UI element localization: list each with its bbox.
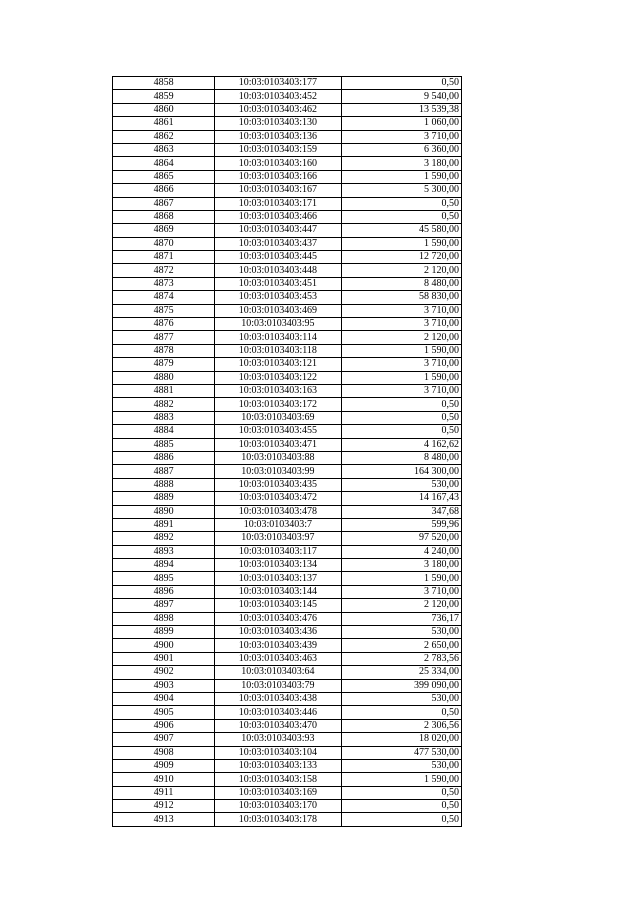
cadastral-number-cell: 10:03:0103403:133 (215, 759, 341, 772)
table-row (113, 117, 462, 130)
row-number-cell: 4897 (113, 599, 215, 612)
cadastral-number-cell: 10:03:0103403:436 (215, 626, 341, 639)
value-cell: 2 306,56 (341, 719, 461, 732)
value-cell: 2 783,56 (341, 652, 461, 665)
row-number-cell: 4887 (113, 465, 215, 478)
table-row (113, 773, 462, 786)
row-number-cell: 4885 (113, 438, 215, 451)
value-cell: 2 120,00 (341, 264, 461, 277)
cadastral-number-cell: 10:03:0103403:448 (215, 264, 341, 277)
table-row (113, 733, 462, 746)
row-number-cell: 4889 (113, 492, 215, 505)
value-cell: 5 300,00 (341, 184, 461, 197)
table-body (113, 77, 462, 827)
row-number-cell: 4888 (113, 478, 215, 491)
table-row (113, 612, 462, 625)
table-row (113, 371, 462, 384)
cadastral-number-cell: 10:03:0103403:121 (215, 358, 341, 371)
cadastral-number-cell: 10:03:0103403:69 (215, 411, 341, 424)
value-cell: 3 710,00 (341, 358, 461, 371)
row-number-cell: 4886 (113, 451, 215, 464)
value-cell: 1 590,00 (341, 572, 461, 585)
cadastral-number-cell: 10:03:0103403:469 (215, 304, 341, 317)
row-number-cell: 4911 (113, 786, 215, 799)
value-cell: 97 520,00 (341, 532, 461, 545)
row-number-cell: 4872 (113, 264, 215, 277)
cadastral-number-cell: 10:03:0103403:447 (215, 224, 341, 237)
table-row (113, 224, 462, 237)
value-cell: 1 590,00 (341, 237, 461, 250)
table-row (113, 478, 462, 491)
cadastral-number-cell: 10:03:0103403:95 (215, 318, 341, 331)
table-row (113, 532, 462, 545)
row-number-cell: 4894 (113, 559, 215, 572)
table-row (113, 518, 462, 531)
row-number-cell: 4910 (113, 773, 215, 786)
table-row (113, 237, 462, 250)
table-row (113, 197, 462, 210)
table-row (113, 639, 462, 652)
cadastral-number-cell: 10:03:0103403:163 (215, 384, 341, 397)
table-row (113, 184, 462, 197)
row-number-cell: 4862 (113, 130, 215, 143)
row-number-cell: 4865 (113, 170, 215, 183)
cadastral-number-cell: 10:03:0103403:472 (215, 492, 341, 505)
value-cell: 736,17 (341, 612, 461, 625)
table-row (113, 505, 462, 518)
cadastral-number-cell: 10:03:0103403:462 (215, 103, 341, 116)
value-cell: 2 650,00 (341, 639, 461, 652)
cadastral-value-table (112, 76, 462, 827)
value-cell: 0,50 (341, 197, 461, 210)
cadastral-number-cell: 10:03:0103403:159 (215, 143, 341, 156)
row-number-cell: 4912 (113, 800, 215, 813)
cadastral-number-cell: 10:03:0103403:435 (215, 478, 341, 491)
cadastral-number-cell: 10:03:0103403:64 (215, 666, 341, 679)
cadastral-number-cell: 10:03:0103403:7 (215, 518, 341, 531)
table-row (113, 666, 462, 679)
table-row (113, 157, 462, 170)
row-number-cell: 4883 (113, 411, 215, 424)
cadastral-number-cell: 10:03:0103403:104 (215, 746, 341, 759)
value-cell: 2 120,00 (341, 599, 461, 612)
row-number-cell: 4901 (113, 652, 215, 665)
cadastral-number-cell: 10:03:0103403:471 (215, 438, 341, 451)
cadastral-number-cell: 10:03:0103403:79 (215, 679, 341, 692)
cadastral-number-cell: 10:03:0103403:88 (215, 451, 341, 464)
row-number-cell: 4867 (113, 197, 215, 210)
value-cell: 1 590,00 (341, 371, 461, 384)
table-row (113, 692, 462, 705)
row-number-cell: 4898 (113, 612, 215, 625)
table-row (113, 251, 462, 264)
value-cell: 0,50 (341, 813, 461, 826)
table-row (113, 451, 462, 464)
table-row (113, 800, 462, 813)
value-cell: 1 590,00 (341, 344, 461, 357)
value-cell: 0,50 (341, 77, 461, 90)
cadastral-number-cell: 10:03:0103403:144 (215, 585, 341, 598)
value-cell: 9 540,00 (341, 90, 461, 103)
row-number-cell: 4859 (113, 90, 215, 103)
value-cell: 0,50 (341, 411, 461, 424)
row-number-cell: 4905 (113, 706, 215, 719)
cadastral-number-cell: 10:03:0103403:478 (215, 505, 341, 518)
value-cell: 3 710,00 (341, 130, 461, 143)
row-number-cell: 4861 (113, 117, 215, 130)
value-cell: 477 530,00 (341, 746, 461, 759)
value-cell: 0,50 (341, 706, 461, 719)
row-number-cell: 4908 (113, 746, 215, 759)
table-row (113, 545, 462, 558)
table-row (113, 130, 462, 143)
table-row (113, 398, 462, 411)
cadastral-number-cell: 10:03:0103403:169 (215, 786, 341, 799)
row-number-cell: 4906 (113, 719, 215, 732)
value-cell: 14 167,43 (341, 492, 461, 505)
row-number-cell: 4890 (113, 505, 215, 518)
value-cell: 0,50 (341, 425, 461, 438)
value-cell: 1 590,00 (341, 170, 461, 183)
row-number-cell: 4868 (113, 210, 215, 223)
value-cell: 530,00 (341, 626, 461, 639)
value-cell: 3 710,00 (341, 318, 461, 331)
value-cell: 4 240,00 (341, 545, 461, 558)
table-row (113, 90, 462, 103)
cadastral-number-cell: 10:03:0103403:134 (215, 559, 341, 572)
value-cell: 12 720,00 (341, 251, 461, 264)
row-number-cell: 4863 (113, 143, 215, 156)
value-cell: 6 360,00 (341, 143, 461, 156)
cadastral-number-cell: 10:03:0103403:117 (215, 545, 341, 558)
row-number-cell: 4904 (113, 692, 215, 705)
row-number-cell: 4858 (113, 77, 215, 90)
row-number-cell: 4900 (113, 639, 215, 652)
cadastral-number-cell: 10:03:0103403:170 (215, 800, 341, 813)
row-number-cell: 4878 (113, 344, 215, 357)
value-cell: 0,50 (341, 800, 461, 813)
value-cell: 8 480,00 (341, 277, 461, 290)
table-row (113, 813, 462, 826)
table-row (113, 411, 462, 424)
cadastral-number-cell: 10:03:0103403:438 (215, 692, 341, 705)
row-number-cell: 4873 (113, 277, 215, 290)
table-row (113, 679, 462, 692)
cadastral-number-cell: 10:03:0103403:476 (215, 612, 341, 625)
table-row (113, 746, 462, 759)
row-number-cell: 4870 (113, 237, 215, 250)
cadastral-number-cell: 10:03:0103403:93 (215, 733, 341, 746)
table-row (113, 170, 462, 183)
cadastral-number-cell: 10:03:0103403:130 (215, 117, 341, 130)
table-row (113, 210, 462, 223)
value-cell: 18 020,00 (341, 733, 461, 746)
cadastral-number-cell: 10:03:0103403:451 (215, 277, 341, 290)
row-number-cell: 4864 (113, 157, 215, 170)
row-number-cell: 4896 (113, 585, 215, 598)
value-cell: 3 710,00 (341, 585, 461, 598)
table-row (113, 786, 462, 799)
table-row (113, 719, 462, 732)
value-cell: 399 090,00 (341, 679, 461, 692)
value-cell: 599,96 (341, 518, 461, 531)
row-number-cell: 4899 (113, 626, 215, 639)
value-cell: 347,68 (341, 505, 461, 518)
cadastral-number-cell: 10:03:0103403:437 (215, 237, 341, 250)
row-number-cell: 4874 (113, 291, 215, 304)
table-row (113, 706, 462, 719)
cadastral-number-cell: 10:03:0103403:97 (215, 532, 341, 545)
value-cell: 1 590,00 (341, 773, 461, 786)
row-number-cell: 4913 (113, 813, 215, 826)
row-number-cell: 4892 (113, 532, 215, 545)
table-row (113, 492, 462, 505)
cadastral-number-cell: 10:03:0103403:177 (215, 77, 341, 90)
cadastral-number-cell: 10:03:0103403:160 (215, 157, 341, 170)
row-number-cell: 4879 (113, 358, 215, 371)
table-row (113, 291, 462, 304)
cadastral-number-cell: 10:03:0103403:137 (215, 572, 341, 585)
value-cell: 0,50 (341, 786, 461, 799)
value-cell: 8 480,00 (341, 451, 461, 464)
value-cell: 530,00 (341, 759, 461, 772)
cadastral-number-cell: 10:03:0103403:118 (215, 344, 341, 357)
cadastral-number-cell: 10:03:0103403:171 (215, 197, 341, 210)
cadastral-number-cell: 10:03:0103403:466 (215, 210, 341, 223)
cadastral-number-cell: 10:03:0103403:178 (215, 813, 341, 826)
cadastral-number-cell: 10:03:0103403:453 (215, 291, 341, 304)
row-number-cell: 4871 (113, 251, 215, 264)
row-number-cell: 4875 (113, 304, 215, 317)
table-row (113, 585, 462, 598)
cadastral-number-cell: 10:03:0103403:166 (215, 170, 341, 183)
table-row (113, 331, 462, 344)
cadastral-number-cell: 10:03:0103403:445 (215, 251, 341, 264)
value-cell: 3 710,00 (341, 304, 461, 317)
cadastral-number-cell: 10:03:0103403:172 (215, 398, 341, 411)
row-number-cell: 4893 (113, 545, 215, 558)
value-cell: 3 710,00 (341, 384, 461, 397)
table-row (113, 652, 462, 665)
cadastral-number-cell: 10:03:0103403:158 (215, 773, 341, 786)
cadastral-number-cell: 10:03:0103403:122 (215, 371, 341, 384)
value-cell: 164 300,00 (341, 465, 461, 478)
row-number-cell: 4909 (113, 759, 215, 772)
table-row (113, 384, 462, 397)
row-number-cell: 4880 (113, 371, 215, 384)
row-number-cell: 4866 (113, 184, 215, 197)
value-cell: 2 120,00 (341, 331, 461, 344)
table-row (113, 599, 462, 612)
table-row (113, 103, 462, 116)
value-cell: 530,00 (341, 692, 461, 705)
value-cell: 4 162,62 (341, 438, 461, 451)
cadastral-number-cell: 10:03:0103403:452 (215, 90, 341, 103)
table-row (113, 264, 462, 277)
cadastral-number-cell: 10:03:0103403:470 (215, 719, 341, 732)
table-row (113, 572, 462, 585)
value-cell: 3 180,00 (341, 157, 461, 170)
cadastral-number-cell: 10:03:0103403:463 (215, 652, 341, 665)
value-cell: 25 334,00 (341, 666, 461, 679)
row-number-cell: 4902 (113, 666, 215, 679)
table-row (113, 344, 462, 357)
cadastral-number-cell: 10:03:0103403:136 (215, 130, 341, 143)
value-cell: 530,00 (341, 478, 461, 491)
table-row (113, 277, 462, 290)
value-cell: 45 580,00 (341, 224, 461, 237)
table-row (113, 318, 462, 331)
table-row (113, 143, 462, 156)
row-number-cell: 4876 (113, 318, 215, 331)
value-cell: 1 060,00 (341, 117, 461, 130)
row-number-cell: 4881 (113, 384, 215, 397)
table-row (113, 77, 462, 90)
table-row (113, 626, 462, 639)
table-row (113, 438, 462, 451)
cadastral-number-cell: 10:03:0103403:455 (215, 425, 341, 438)
cadastral-number-cell: 10:03:0103403:114 (215, 331, 341, 344)
cadastral-number-cell: 10:03:0103403:439 (215, 639, 341, 652)
table-row (113, 425, 462, 438)
row-number-cell: 4877 (113, 331, 215, 344)
table-row (113, 304, 462, 317)
cadastral-number-cell: 10:03:0103403:99 (215, 465, 341, 478)
row-number-cell: 4884 (113, 425, 215, 438)
table-row (113, 465, 462, 478)
cadastral-number-cell: 10:03:0103403:446 (215, 706, 341, 719)
row-number-cell: 4907 (113, 733, 215, 746)
row-number-cell: 4891 (113, 518, 215, 531)
value-cell: 0,50 (341, 210, 461, 223)
row-number-cell: 4882 (113, 398, 215, 411)
table-row (113, 559, 462, 572)
row-number-cell: 4903 (113, 679, 215, 692)
value-cell: 0,50 (341, 398, 461, 411)
table-row (113, 759, 462, 772)
row-number-cell: 4860 (113, 103, 215, 116)
cadastral-number-cell: 10:03:0103403:167 (215, 184, 341, 197)
value-cell: 13 539,38 (341, 103, 461, 116)
table-row (113, 358, 462, 371)
value-cell: 3 180,00 (341, 559, 461, 572)
row-number-cell: 4895 (113, 572, 215, 585)
value-cell: 58 830,00 (341, 291, 461, 304)
row-number-cell: 4869 (113, 224, 215, 237)
cadastral-number-cell: 10:03:0103403:145 (215, 599, 341, 612)
